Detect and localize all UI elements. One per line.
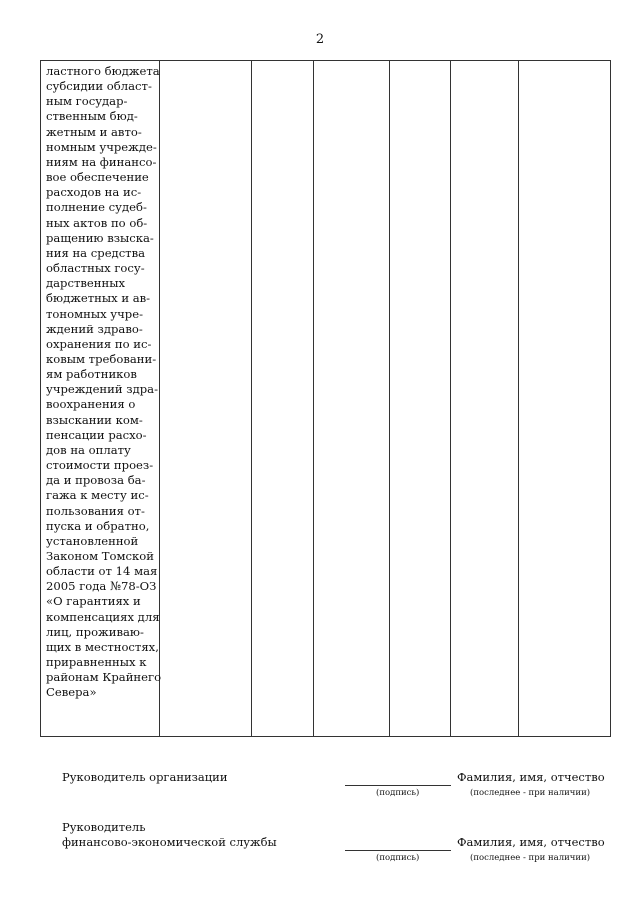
description-cell	[41, 61, 160, 737]
description-line: 2005 года №78-ОЗ	[46, 579, 157, 594]
finance-role-label-2: финансово-экономической службы	[62, 835, 277, 849]
description-text	[46, 64, 162, 701]
head-signature-caption: (подпись)	[376, 788, 420, 798]
page-number: 2	[315, 32, 325, 47]
description-line: учреждений здра-	[46, 382, 159, 397]
description-line: воохранения о	[46, 397, 136, 412]
description-line: полнение судеб-	[46, 200, 147, 215]
description-line: номным учрежде-	[46, 139, 157, 154]
description-line: районам Крайнего	[46, 670, 162, 685]
description-line: ращению взыска-	[46, 230, 154, 245]
description-line: ластного бюджета	[46, 64, 160, 78]
description-line: областных госу-	[46, 261, 145, 276]
description-line: ниям на финансо-	[46, 154, 157, 169]
description-line: ждений здраво-	[46, 321, 143, 336]
description-line: расходов на ис-	[46, 185, 142, 200]
description-line: дарственных	[46, 276, 125, 291]
description-line: бюджетных и ав-	[46, 291, 151, 306]
description-line: пользования от-	[46, 503, 145, 518]
description-line: «О гарантиях и	[46, 594, 141, 609]
description-line: Севера»	[46, 685, 97, 700]
table-cell-empty	[252, 61, 314, 737]
description-line: ния на средства	[46, 245, 146, 260]
description-line: дов на оплату	[46, 442, 131, 457]
description-line: ных актов по об-	[46, 215, 148, 230]
finance-signature-line	[345, 850, 451, 851]
table-cell-empty	[451, 61, 519, 737]
budget-table	[40, 60, 611, 737]
head-role-label: Руководитель организации	[62, 770, 228, 784]
table-cell-empty	[390, 61, 451, 737]
description-line: ным государ-	[46, 94, 128, 109]
description-line: жетным и авто-	[46, 124, 142, 139]
table-cell-empty	[160, 61, 252, 737]
description-line: гажа к месту ис-	[46, 488, 149, 503]
description-line: ковым требовани-	[46, 351, 157, 366]
description-line: компенсациях для	[46, 609, 160, 624]
description-line: лиц, проживаю-	[46, 624, 144, 639]
description-line: установленной	[46, 533, 139, 548]
description-line: пенсации расхо-	[46, 427, 147, 442]
description-line: области от 14 мая	[46, 564, 158, 579]
table-cell-empty	[519, 61, 611, 737]
description-line: стоимости проез-	[46, 458, 154, 473]
finance-role-label-1: Руководитель	[62, 820, 146, 834]
head-signature-line	[345, 785, 451, 786]
description-line: приравненных к	[46, 655, 147, 670]
finance-name-caption: (последнее - при наличии)	[470, 853, 591, 863]
description-line: да и провоза ба-	[46, 473, 146, 488]
table-row	[41, 61, 611, 737]
description-line: ям работников	[46, 367, 137, 382]
description-line: ственным бюд-	[46, 109, 138, 124]
description-line: взыскании ком-	[46, 412, 143, 427]
description-line: щих в местностях,	[46, 639, 159, 654]
description-line: субсидии област-	[46, 79, 152, 94]
description-line: пуска и обратно,	[46, 518, 150, 533]
finance-signature-caption: (подпись)	[376, 853, 420, 863]
head-name-label: Фамилия, имя, отчество	[457, 770, 605, 784]
finance-name-label: Фамилия, имя, отчество	[457, 835, 605, 849]
description-line: тономных учре-	[46, 306, 143, 321]
table-cell-empty	[314, 61, 390, 737]
description-line: охранения по ис-	[46, 336, 152, 351]
description-line: Законом Томской	[46, 549, 154, 563]
description-line: вое обеспечение	[46, 170, 149, 185]
head-name-caption: (последнее - при наличии)	[470, 788, 591, 798]
